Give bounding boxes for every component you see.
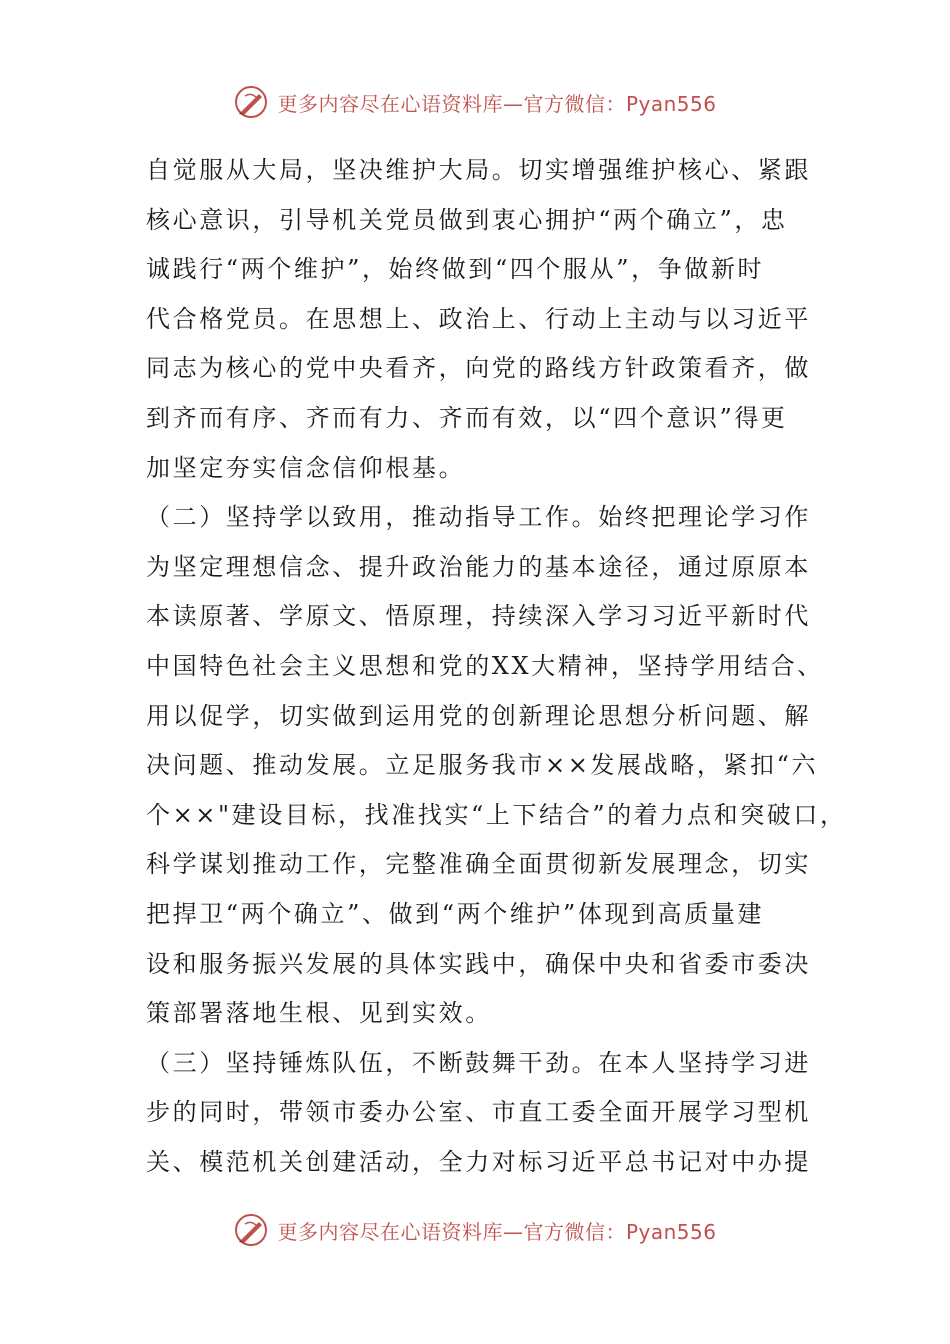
body-line: 把捍卫“两个确立”、做到“两个维护”体现到高质量建 (146, 899, 765, 928)
body-line: 科学谋划推动工作，完整准确全面贯彻新发展理念，切实 (146, 850, 811, 879)
body-line: 用以促学，切实做到运用党的创新理论思想分析问题、解 (146, 701, 811, 730)
pen-logo-icon (233, 1212, 269, 1248)
header-banner-text: 更多内容尽在心语资料库—官方微信：Pyan556 (277, 91, 717, 116)
body-line: 决问题、推动发展。立足服务我市××发展战略，紧扣“六 (146, 751, 819, 780)
body-line: 设和服务振兴发展的具体实践中，确保中央和省委市委决 (146, 949, 811, 978)
body-line: 本读原著、学原文、悟原理，持续深入学习习近平新时代 (146, 602, 811, 631)
body-line: （三）坚持锤炼队伍，不断鼓舞干劲。在本人坚持学习进 (146, 1048, 811, 1077)
body-line: 核心意识，引导机关党员做到衷心拥护“两个确立”，忠 (146, 205, 788, 234)
body-line: 为坚定理想信念、提升政治能力的基本途径，通过原原本 (146, 552, 811, 581)
footer-banner-text: 更多内容尽在心语资料库—官方微信：Pyan556 (277, 1219, 717, 1244)
body-line: 策部署落地生根、见到实效。 (146, 999, 492, 1028)
body-line: 加坚定夯实信念信仰根基。 (146, 453, 466, 482)
pen-logo-icon (233, 84, 269, 120)
body-line: 自觉服从大局，坚决维护大局。切实增强维护核心、紧跟 (146, 156, 811, 184)
document-body (146, 146, 847, 1187)
footer-banner (0, 1208, 950, 1252)
body-line: 诚践行“两个维护”，始终做到“四个服从”，争做新时 (146, 255, 765, 284)
body-line: 关、模范机关创建活动，全力对标习近平总书记对中办提 (146, 1147, 811, 1176)
body-line: 到齐而有序、齐而有力、齐而有效，以“四个意识”得更 (146, 403, 788, 432)
body-line: 同志为核心的党中央看齐，向党的路线方针政策看齐，做 (146, 354, 811, 383)
body-line: 代合格党员。在思想上、政治上、行动上主动与以习近平 (146, 304, 811, 333)
body-line: 个××"建设目标，找准找实“上下结合”的着力点和突破口， (146, 800, 847, 829)
body-line: （二）坚持学以致用，推动指导工作。始终把理论学习作 (146, 503, 811, 532)
header-banner (0, 80, 950, 124)
body-line: 中国特色社会主义思想和党的XX大精神，坚持学用结合、 (146, 651, 824, 680)
body-line: 步的同时，带领市委办公室、市直工委全面开展学习型机 (146, 1098, 811, 1127)
